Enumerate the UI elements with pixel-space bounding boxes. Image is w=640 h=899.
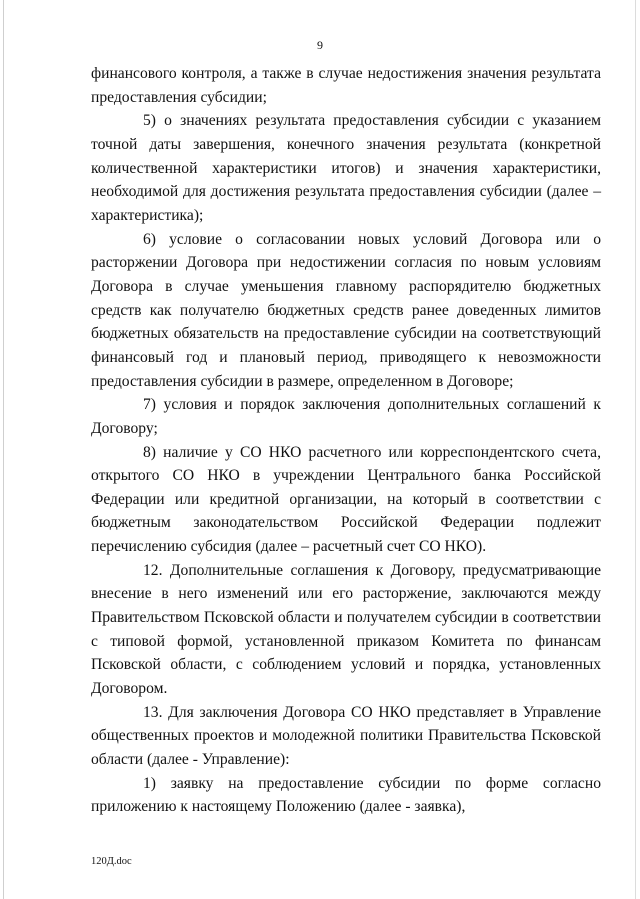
scan-edge-left [3,0,4,899]
paragraph-item-6: 6) условие о согласовании новых условий Договора или о расторжении Договора при недостижении согласия по новым условиям Договора в случае уменьшения главному распорядителю бюджетных средств как получателю бюджетных средств ранее доведенных лимитов бюджетных обязательств на предоставление субсидии на соответствующий финансовый год и плановый период, приводящего к невозможности предоставления субсидии в размере, определенном в Договоре; [91,230,601,390]
scan-edge-right [635,0,636,899]
paragraph-item-1: 1) заявку на предоставление субсидии по форме согласно приложению к настоящему Положению (далее - заявка), [91,774,601,816]
paragraph-item-8: 8) наличие у СО НКО расчетного или корреспондентского счета, открытого СО НКО в учреждении Центрального банка Российской Федерации или кредитной организации, на который в соответствии с бюджетным законодательством Российской Федерации подлежит перечислению субсидия (далее – расчетный счет СО НКО). [91,443,601,556]
paragraph-clause-12: 12. Дополнительные соглашения к Договору, предусматривающие внесение в него изменений или его расторжение, заключаются между Правительством Псковской области и получателем субсидии в соответствии с типовой формой, установленной приказом Комитета по финансам Псковской области, с соблюдением условий и порядка, установленных Договором. [91,561,601,698]
document-body [91,62,601,819]
paragraph-item-5: 5) о значениях результата предоставления субсидии с указанием точной даты завершения, конечного значения результата (конкретной количественной характеристики итогов) и значения характеристики, необходимой для достижения результата предоставления субсидии (далее – характеристика); [91,112,601,224]
paragraph-clause-13: 13. Для заключения Договора СО НКО представляет в Управление общественных проектов и молодежной политики Правительства Псковской области (далее - Управление): [91,703,601,769]
paragraph-item-7: 7) условия и порядок заключения дополнительных соглашений к Договору; [91,396,601,437]
footer-filename: 120Д.doc [91,856,132,867]
page-number: 9 [317,38,323,52]
paragraph-continuation: финансового контроля, а также в случае недостижения значения результата предоставления субсидии; [91,65,601,106]
